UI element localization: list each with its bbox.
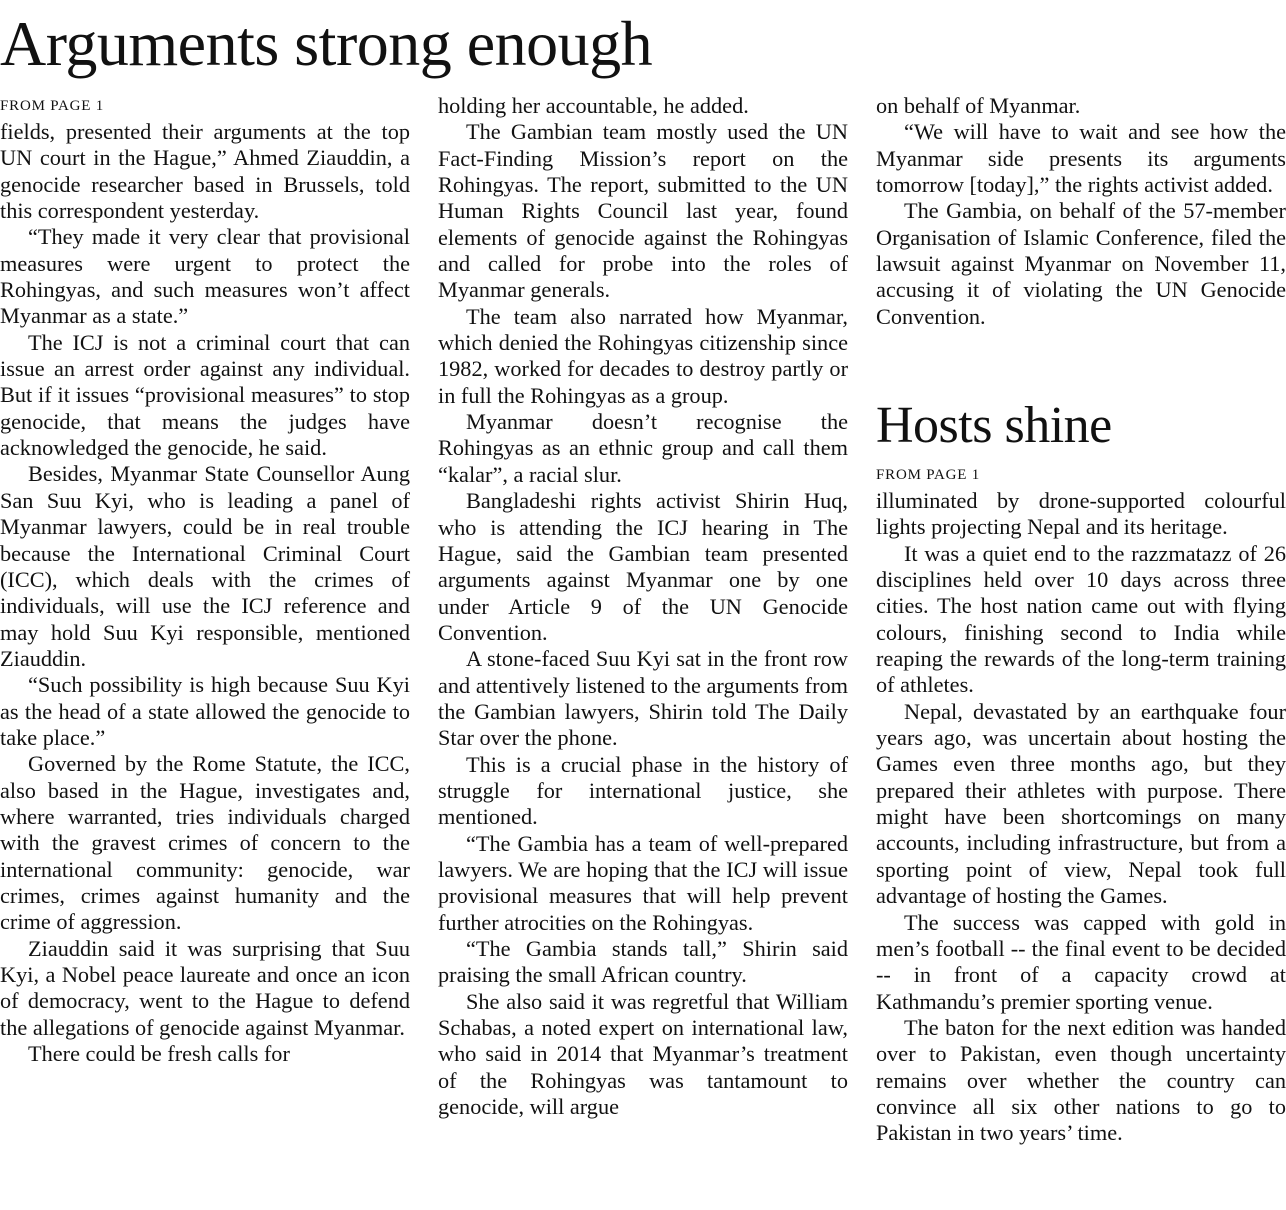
- paragraph: Besides, Myanmar State Counsellor Aung San Suu Kyi, who is leading a panel of Myanmar lawyers, could be in real trouble because the International Criminal Court (ICC), which deals with the crimes of individuals, will use the ICJ reference and may hold Suu Kyi responsible, mentioned Ziauddin.: [0, 461, 410, 671]
- paragraph: The baton for the next edition was handed over to Pakistan, even though uncertainty remains over whether the country can convince all six other nations to go to Pakistan in two years’ time.: [876, 1014, 1286, 1146]
- paragraph: “The Gambia has a team of well-prepared lawyers. We are hoping that the ICJ will issue provisional measures that will help prevent further atrocities on the Rohingyas.: [438, 830, 848, 935]
- paragraph: on behalf of Myanmar.: [876, 93, 1081, 118]
- paragraph: Ziauddin said it was surprising that Suu Kyi, a Nobel peace laureate and once an icon of democracy, went to the Hague to defend the allegations of genocide against Myanmar.: [0, 935, 410, 1040]
- second-article-column: [876, 462, 1286, 1147]
- paragraph: “Such possibility is high because Suu Kyi as the head of a state allowed the genocide to take place.”: [0, 672, 410, 750]
- paragraph: Nepal, devastated by an earthquake four years ago, was uncertain about hosting the Games even three months ago, but they prepared their athletes with purpose. There might have been shortcomings on many accounts, including infrastructure, but from a sporting point of view, Nepal took full advantage of hosting the Games.: [876, 698, 1286, 909]
- second-article-headline: Hosts shine: [876, 397, 1112, 454]
- paragraph: The success was capped with gold in men’s football -- the final event to be decided -- in front of a capacity crowd at Kathmandu’s premier sporting venue.: [876, 909, 1286, 1014]
- paragraph: Bangladeshi rights activist Shirin Huq, who is attending the ICJ hearing in The Hague, said the Gambian team presented arguments against Myanmar one by one under Article 9 of the UN Genocide Convention.: [438, 488, 848, 645]
- paragraph: The ICJ is not a criminal court that can issue an arrest order against any individual. But if it issues “provisional measures” to stop genocide, that means the judges have acknowledged the genocide, he said.: [0, 329, 410, 461]
- paragraph: She also said it was regretful that William Schabas, a noted expert on international law, who said in 2014 that Myanmar’s treatment of the Rohingyas was tantamount to genocide, will argue: [438, 988, 848, 1120]
- continuation-kicker: FROM PAGE 1: [876, 467, 981, 483]
- article-headline: Arguments strong enough: [0, 8, 653, 79]
- paragraph: illuminated by drone-supported colourful lights projecting Nepal and its heritage.: [876, 488, 1286, 540]
- paragraph: The team also narrated how Myanmar, which denied the Rohingyas citizenship since 1982, worked for decades to destroy partly or in full the Rohingyas as a group.: [438, 303, 848, 408]
- paragraph: “The Gambia stands tall,” Shirin said praising the small African country.: [438, 936, 848, 988]
- paragraph: It was a quiet end to the razzmatazz of 26 disciplines held over 10 days across three cities. The host nation came out with flying colours, finishing second to India while reaping the rewards of the long-term training of athletes.: [876, 540, 1286, 698]
- paragraph: fields, presented their arguments at the top UN court in the Hague,” Ahmed Ziauddin, a genocide researcher based in Brussels, told this correspondent yesterday.: [0, 119, 410, 224]
- article-column-1: [0, 93, 410, 1067]
- paragraph: The Gambian team mostly used the UN Fact-Finding Mission’s report on the Rohingyas. The report, submitted to the UN Human Rights Council last year, found elements of genocide against the Rohingyas and called for probe into the roles of Myanmar generals.: [438, 119, 848, 303]
- paragraph: Myanmar doesn’t recognise the Rohingyas as an ethnic group and call them “kalar”, a racial slur.: [438, 409, 848, 487]
- paragraph: There could be fresh calls for: [28, 1041, 290, 1067]
- continuation-kicker: FROM PAGE 1: [0, 98, 105, 114]
- paragraph: The Gambia, on behalf of the 57-member Organisation of Islamic Conference, filed the lawsuit against Myanmar on November 11, accusing it of violating the UN Genocide Convention.: [876, 198, 1286, 329]
- article-column-2: [438, 93, 848, 1120]
- paragraph: Governed by the Rome Statute, the ICC, also based in the Hague, investigates and, where warranted, tries individuals charged with the gravest crimes of concern to the international community: genocide, war crimes, crimes against humanity and the crime of aggression.: [0, 751, 410, 935]
- paragraph: A stone-faced Suu Kyi sat in the front row and attentively listened to the arguments from the Gambian lawyers, Shirin told The Daily Star over the phone.: [438, 646, 848, 751]
- paragraph: holding her accountable, he added.: [438, 93, 749, 118]
- paragraph: This is a crucial phase in the history of struggle for international justice, she mentioned.: [438, 751, 848, 830]
- paragraph: “They made it very clear that provisional measures were urgent to protect the Rohingyas, and such measures won’t affect Myanmar as a state.”: [0, 224, 410, 329]
- paragraph: “We will have to wait and see how the Myanmar side presents its arguments tomorrow [today],” the rights activist added.: [876, 119, 1286, 198]
- article-column-3: [876, 93, 1286, 330]
